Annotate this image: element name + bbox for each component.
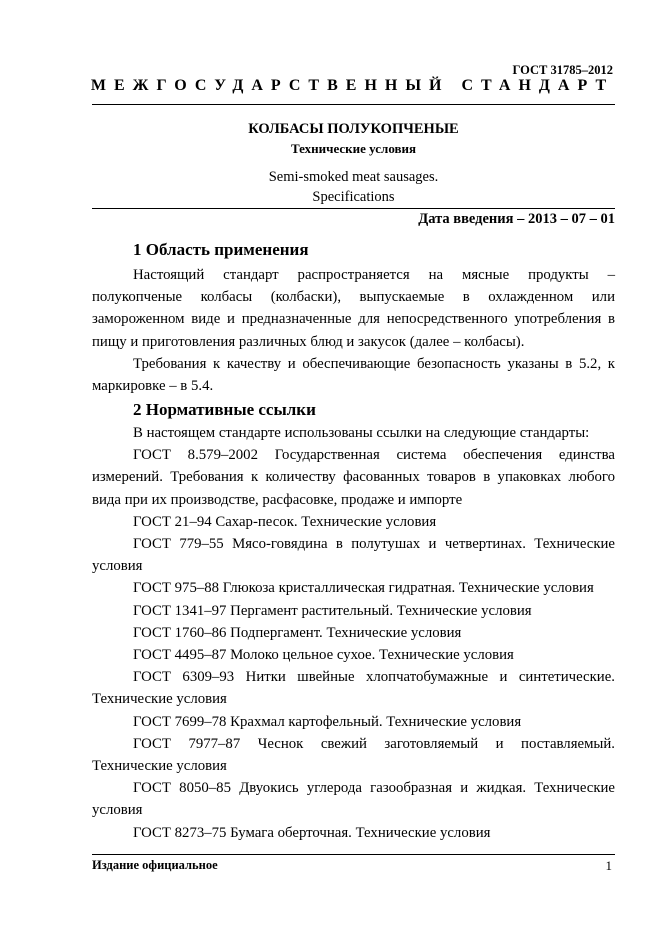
reference-item: ГОСТ 8050–85 Двуокись углерода газообразная и жидкая. Технические условия: [92, 780, 615, 819]
introduction-date: Дата введения – 2013 – 07 – 01: [418, 211, 615, 227]
standard-banner: МЕЖГОСУДАРСТВЕННЫЙ СТАНДАРТ: [90, 77, 615, 94]
reference-item: ГОСТ 7977–87 Чеснок свежий заготовляемый и поставляемый. Технические условия: [92, 735, 615, 775]
section-heading-references: 2 Нормативные ссылки: [133, 400, 316, 419]
reference-item: ГОСТ 1760–86 Подпергамент. Технические условия: [133, 624, 462, 641]
paragraph: Настоящий стандарт распространяется на мясные продукты – полукопченые колбасы (колбаски), выпускаемые в охлажденном или замороженном виде и предназначенные для непосредственного употребления в пищу и приготовления различных блюд и закусок (далее – колбасы).: [92, 267, 615, 350]
section-references-body: [92, 422, 615, 844]
reference-item: ГОСТ 975–88 Глюкоза кристаллическая гидратная. Технические условия: [133, 580, 594, 597]
edition-label: Издание официальное: [92, 858, 218, 872]
header-divider: [92, 104, 615, 105]
document-title: КОЛБАСЫ ПОЛУКОПЧЕНЫЕ: [248, 121, 459, 137]
standard-code: ГОСТ 31785–2012: [512, 63, 613, 77]
page-number: 1: [605, 858, 612, 873]
english-title: Semi-smoked meat sausages.: [268, 169, 439, 185]
reference-item: ГОСТ 7699–78 Крахмал картофельный. Технические условия: [133, 713, 522, 730]
paragraph: Требования к качеству и обеспечивающие безопасность указаны в 5.2, к маркировке – в 5.4.: [92, 355, 615, 395]
reference-item: ГОСТ 8273–75 Бумага оберточная. Технические условия: [133, 824, 491, 841]
section-heading-scope: 1 Область применения: [133, 240, 309, 259]
reference-item: ГОСТ 4495–87 Молоко цельное сухое. Технические условия: [133, 647, 514, 664]
english-subtitle: Specifications: [312, 189, 395, 205]
reference-item: ГОСТ 21–94 Сахар-песок. Технические условия: [133, 513, 437, 530]
reference-item: ГОСТ 779–55 Мясо-говядина в полутушах и четвертинах. Технические условия: [92, 536, 615, 575]
paragraph: В настоящем стандарте использованы ссылки на следующие стандарты:: [133, 425, 590, 441]
section-scope-body: [92, 264, 615, 397]
document-subtitle: Технические условия: [290, 141, 417, 156]
reference-item: ГОСТ 8.579–2002 Государственная система обеспечения единства измерений. Требования к количеству фасованных товаров в упаковках любого вида при их производстве, расфасовке, продаже и импорте: [92, 447, 615, 508]
reference-item: ГОСТ 1341–97 Пергамент растительный. Технические условия: [133, 602, 532, 619]
footer-divider: [92, 854, 615, 855]
reference-item: ГОСТ 6309–93 Нитки швейные хлопчатобумажные и синтетические. Технические условия: [92, 669, 615, 708]
date-divider: [92, 208, 615, 209]
